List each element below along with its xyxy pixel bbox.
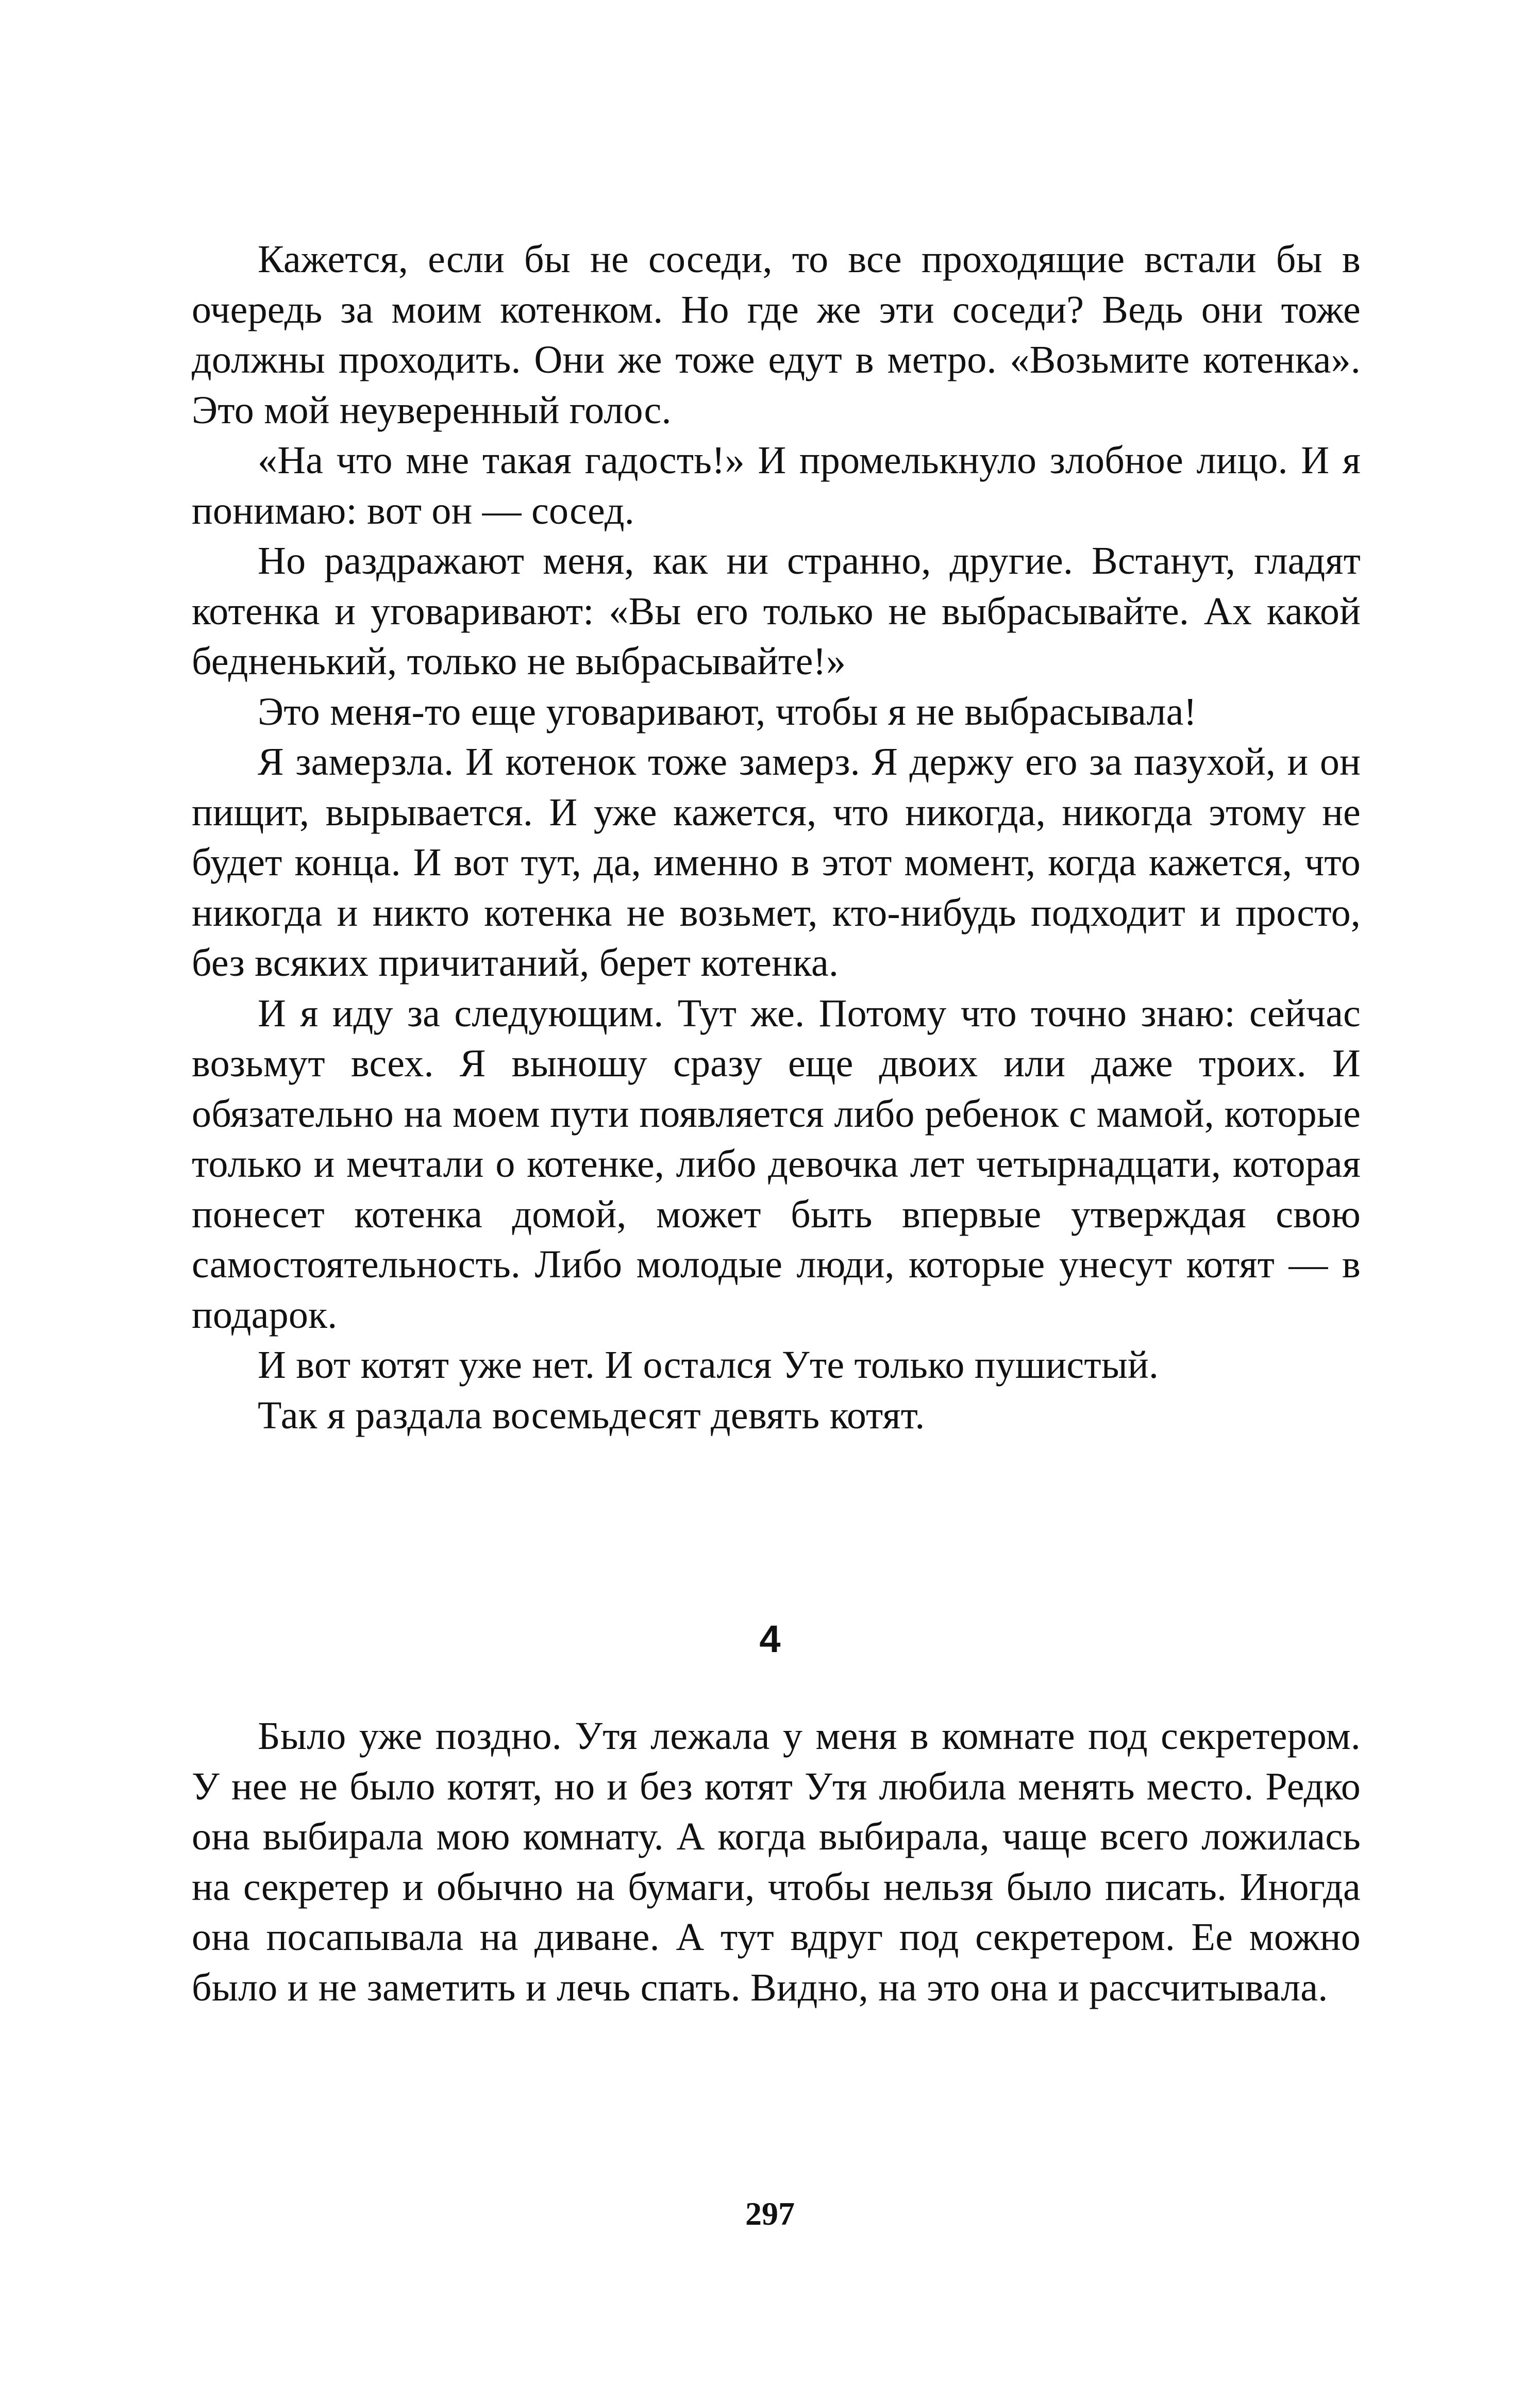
paragraph: Кажется, если бы не соседи, то все проходящие встали бы в очередь за моим котенком. Но где же эти соседи? Ведь они тоже должны проходить. Они же тоже едут в метро. «Возьмите котенка». Это мой неуверенный голос. <box>192 238 1361 432</box>
paragraph: И я иду за следующим. Тут же. Потому что точно знаю: сейчас возьмут всех. Я выношу сразу еще двоих или даже троих. И обязательно на моем пути появляется либо ребенок с мамой, которые только и мечтали о котенке, либо девочка лет четырнадцати, которая понесет котенка домой, может быть впервые утверждая свою самостоятельность. Либо молодые люди, которые унесут котят — в подарок. <box>192 991 1361 1337</box>
paragraph: Так я раздала восемьдесят девять котят. <box>258 1393 925 1437</box>
text-section-top <box>192 235 1361 1441</box>
paragraph: И вот котят уже нет. И остался Уте только пушистый. <box>258 1343 1159 1387</box>
paragraph: «На что мне такая гадость!» И промелькнуло злобное лицо. И я понимаю: вот он — сосед. <box>192 439 1361 532</box>
page-number: 297 <box>745 2195 795 2232</box>
chapter-number: 4 <box>759 1618 781 1660</box>
paragraph: Но раздражают меня, как ни странно, другие. Встанут, гладят котенка и уговаривают: «Вы его только не выбрасывайте. Ах какой бедненький, только не выбрасывайте!» <box>192 539 1361 683</box>
paragraph: Я замерзла. И котенок тоже замерз. Я держу его за пазухой, и он пищит, вырывается. И уже кажется, что никогда, никогда этому не будет конца. И вот тут, да, именно в этот момент, когда кажется, что никогда и никто котенка не возьмет, кто-нибудь подходит и просто, без всяких причитаний, берет котенка. <box>192 740 1361 985</box>
text-section-bottom <box>192 1711 1361 2013</box>
paragraph: Было уже поздно. Утя лежала у меня в комнате под секретером. У нее не было котят, но и без котят Утя любила менять место. Редко она выбирала мою комнату. А когда выбирала, чаще всего ложилась на секретер и обычно на бумаги, чтобы нельзя было писать. Иногда она посапывала на диване. А тут вдруг под секретером. Ее можно было и не заметить и лечь спать. Видно, на это она и рассчитывала. <box>192 1714 1361 2009</box>
paragraph: Это меня-то еще уговаривают, чтобы я не выбрасывала! <box>258 690 1197 734</box>
